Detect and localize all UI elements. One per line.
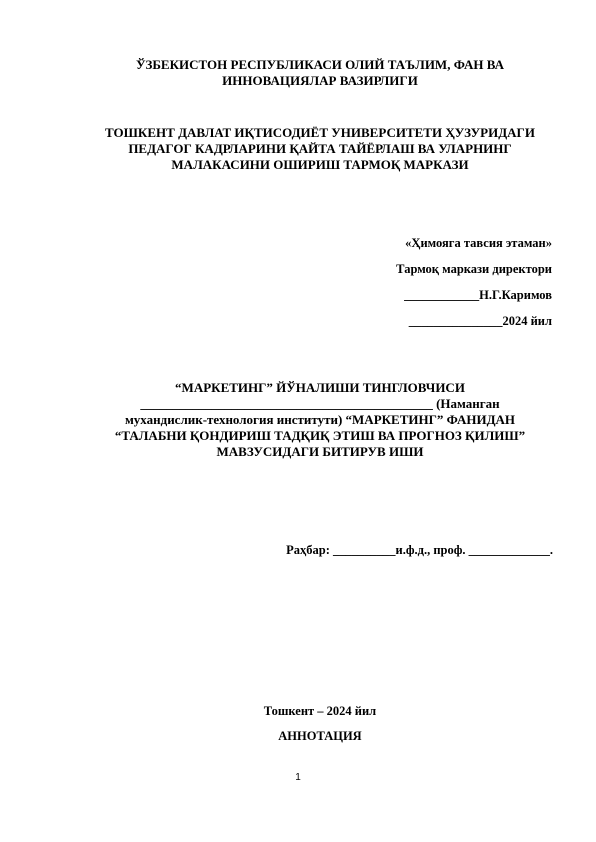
approval-signature: ____________Н.Г.Каримов: [404, 288, 552, 302]
city-year: Тошкент – 2024 йил: [263, 704, 377, 718]
thesis-title-line-3: мухандислик-технология институти) “МАРКЕТИНГ” ФАНИДАН: [124, 412, 516, 427]
ministry-heading-line-1: ЎЗБЕКИСТОН РЕСПУБЛИКАСИ ОЛИЙ ТАЪЛИМ, ФАН ВА: [135, 57, 505, 72]
university-heading-line-3: МАЛАКАСИНИ ОШИРИШ ТАРМОҚ МАРКАЗИ: [171, 157, 469, 172]
approval-date: _______________2024 йил: [408, 314, 552, 328]
approval-position: Тармоқ маркази директори: [396, 262, 552, 276]
thesis-title-line-5: МАВЗУСИДАГИ БИТИРУВ ИШИ: [216, 444, 424, 459]
page-number: 1: [295, 772, 301, 783]
supervisor-line: Раҳбар: __________и.ф.д., проф. _____________.: [286, 543, 553, 557]
thesis-title-line-4: “ТАЛАБНИ ҚОНДИРИШ ТАДҚИҚ ЭТИШ ВА ПРОГНОЗ ҚИЛИШ”: [114, 428, 526, 443]
ministry-heading-line-2: ИННОВАЦИЯЛАР ВАЗИРЛИГИ: [222, 73, 418, 88]
university-heading-line-1: ТОШКЕНТ ДАВЛАТ ИҚТИСОДИЁТ УНИВЕРСИТЕТИ ҲУЗУРИДАГИ: [105, 125, 535, 140]
approval-block: [396, 235, 552, 339]
annotation-heading: АННОТАЦИЯ: [278, 729, 362, 743]
thesis-title-line-1: “МАРКЕТИНГ” ЙЎНАЛИШИ ТИНГЛОВЧИСИ: [175, 380, 465, 395]
university-heading: [60, 125, 580, 173]
thesis-title: [60, 380, 580, 460]
thesis-title-line-2: _____________________________________________ (Наманган: [140, 396, 500, 411]
university-heading-line-2: ПЕДАГОГ КАДРЛАРИНИ ҚАЙТА ТАЙЁРЛАШ ВА УЛАРНИНГ: [128, 141, 512, 156]
approval-recommendation: «Ҳимояга тавсия этаман»: [405, 236, 552, 250]
ministry-heading: [60, 57, 580, 89]
